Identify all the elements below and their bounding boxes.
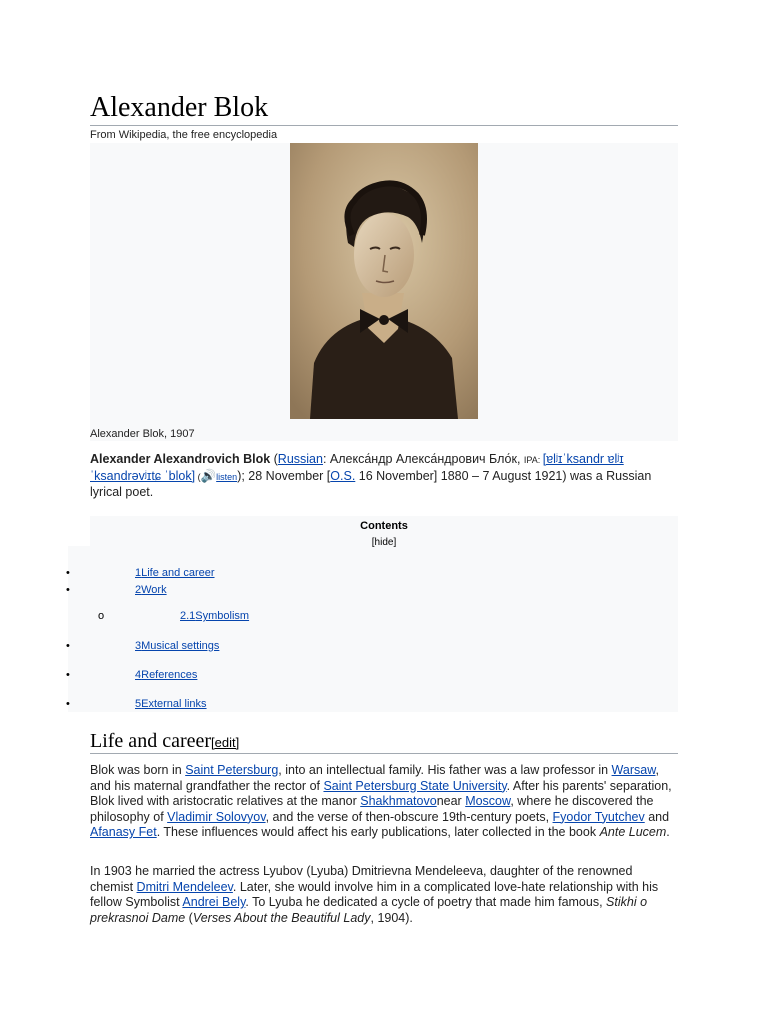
link-fyodor-tyutchev[interactable]: Fyodor Tyutchev bbox=[552, 809, 645, 824]
link-shakhmatovo[interactable]: Shakhmatovo bbox=[360, 794, 437, 808]
poetry-title: Stikhi o prekrasnoi Dame bbox=[90, 895, 648, 925]
toc-item-number: 2.1 bbox=[180, 610, 196, 622]
toc-sub-bullet: o bbox=[98, 610, 105, 622]
toc-hide-toggle[interactable]: [hide] bbox=[371, 537, 397, 548]
intro-text: ( bbox=[270, 452, 278, 466]
toc-item-label: External links bbox=[141, 698, 207, 710]
link-afanasy-fet[interactable]: Afanasy Fet bbox=[90, 825, 157, 839]
link-moscow[interactable]: Moscow bbox=[465, 794, 511, 808]
link-ipa[interactable]: [ɐlʲɪˈksandr ɐlʲɪˈksandrəvʲɪtɕ ˈblok] bbox=[90, 452, 624, 483]
toc-item-number: 1 bbox=[135, 567, 142, 579]
tagline: From Wikipedia, the free encyclopedia bbox=[90, 129, 278, 141]
para-text: . Later, she would involve him in a complicated love-hate relationship with his fellow Symbolist bbox=[90, 879, 659, 909]
toc-bullet: • bbox=[66, 567, 70, 579]
para-text: , where he discovered the philosophy of bbox=[90, 794, 654, 824]
toc-item-references[interactable] bbox=[135, 669, 197, 681]
infobox-figure bbox=[90, 143, 678, 441]
intro-text: 16 November] 1880 – 7 August 1921) was a Russian lyrical poet. bbox=[90, 468, 652, 499]
para-text: , and the verse of then-obscure 19th-century poets, bbox=[265, 809, 553, 824]
table-of-contents bbox=[90, 516, 678, 712]
para-text: . After his parents' separation, Blok lived with aristocratic relatives at the manor bbox=[90, 778, 672, 808]
intro-text: ( bbox=[195, 471, 201, 482]
para-text: and bbox=[644, 809, 670, 824]
toc-bullet: • bbox=[66, 669, 70, 681]
section-divider bbox=[90, 753, 678, 754]
toc-bullet: • bbox=[66, 698, 70, 710]
para-text: In 1903 he married the actress Lyubov (Lyuba) Dmitrievna Mendeleeva, daughter of the renowned chemist bbox=[90, 864, 633, 894]
para-text: . To Lyuba he dedicated a cycle of poetry that made him famous, bbox=[245, 895, 607, 909]
intro-paragraph bbox=[90, 452, 670, 501]
toc-item-label: Musical settings bbox=[141, 640, 220, 652]
page-title: Alexander Blok bbox=[90, 92, 269, 123]
intro-text: : Алекса́ндр Алекса́ндрович Бло́к, bbox=[322, 452, 524, 466]
toc-margin bbox=[68, 546, 90, 712]
para-text: ( bbox=[185, 910, 193, 925]
toc-title: Contents bbox=[360, 520, 408, 532]
intro-text: ); 28 November [ bbox=[237, 468, 331, 483]
toc-item-life-and-career[interactable] bbox=[135, 567, 215, 579]
section-heading-text: Life and career bbox=[90, 730, 212, 752]
toc-item-number: 4 bbox=[135, 669, 142, 681]
toc-bullet: • bbox=[66, 584, 70, 596]
para-text: near bbox=[436, 794, 466, 808]
life-paragraph-2 bbox=[90, 864, 675, 926]
image-caption: Alexander Blok, 1907 bbox=[90, 428, 195, 440]
speaker-icon[interactable]: 🔊 bbox=[200, 468, 217, 483]
toc-item-label: Life and career bbox=[141, 567, 215, 579]
para-text: . These influences would affect his early publications, later collected in the book bbox=[156, 825, 600, 839]
para-text: , 1904). bbox=[370, 910, 413, 925]
toc-item-label: References bbox=[141, 669, 198, 681]
toc-item-external-links[interactable] bbox=[135, 698, 207, 710]
link-listen[interactable]: listen bbox=[216, 471, 238, 482]
book-title: Ante Lucem bbox=[599, 825, 667, 839]
link-saint-petersburg[interactable]: Saint Petersburg bbox=[185, 763, 279, 777]
toc-item-symbolism[interactable] bbox=[180, 610, 249, 622]
portrait-photo[interactable] bbox=[290, 143, 478, 419]
toc-item-work[interactable] bbox=[135, 584, 167, 596]
section-heading-life-and-career bbox=[90, 730, 239, 753]
link-andrei-bely[interactable]: Andrei Bely bbox=[182, 895, 246, 909]
para-text: . bbox=[666, 825, 670, 839]
toc-item-label: Work bbox=[141, 584, 167, 596]
ipa-label: IPA: bbox=[523, 455, 543, 465]
link-spb-state-university[interactable]: Saint Petersburg State University bbox=[323, 778, 507, 793]
toc-bullet: • bbox=[66, 640, 70, 652]
toc-item-label: Symbolism bbox=[195, 610, 250, 622]
toc-item-musical-settings[interactable] bbox=[135, 640, 219, 652]
para-text: , into an intellectual family. His father was a law professor in bbox=[278, 763, 612, 777]
toc-item-number: 5 bbox=[135, 698, 142, 710]
title-divider bbox=[90, 125, 678, 126]
subject-name: Alexander Alexandrovich Blok bbox=[90, 452, 271, 466]
link-russian[interactable]: Russian bbox=[277, 452, 323, 466]
life-paragraph-1 bbox=[90, 763, 675, 841]
edit-section-link[interactable]: [edit] bbox=[211, 735, 240, 750]
link-old-style[interactable]: O.S. bbox=[330, 468, 356, 483]
link-vladimir-solovyov[interactable]: Vladimir Solovyov bbox=[167, 809, 266, 824]
para-text: , and his maternal grandfather the rector of bbox=[90, 763, 660, 793]
para-text: Blok was born in bbox=[90, 763, 186, 777]
link-dmitri-mendeleev[interactable]: Dmitri Mendeleev bbox=[136, 879, 233, 894]
toc-item-number: 2 bbox=[135, 584, 142, 596]
toc-item-number: 3 bbox=[135, 640, 142, 652]
poetry-title-translation: Verses About the Beautiful Lady bbox=[192, 910, 371, 925]
link-warsaw[interactable]: Warsaw bbox=[611, 763, 656, 777]
